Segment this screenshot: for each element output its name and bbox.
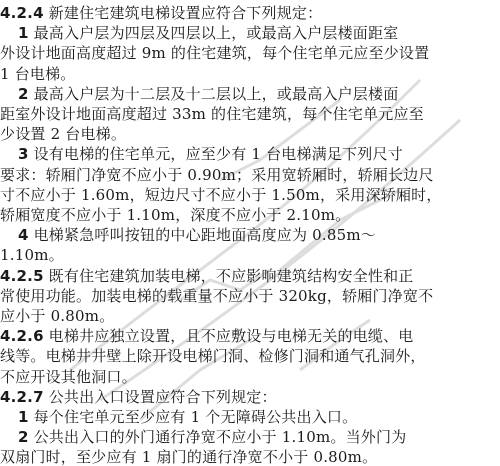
line-number: 4.2.4: [0, 4, 44, 22]
line-17: [0, 325, 414, 347]
line-text: 外设计地面高度超过 9m 的住宅建筑，每个住宅单元应至少设置: [0, 44, 430, 63]
line-text: 少设置 2 台电梯。: [0, 125, 127, 144]
line-text: 既有住宅建筑加装电梯，不应影响建筑结构安全性和正: [43, 266, 414, 285]
line-4: [0, 63, 76, 85]
line-text: 最高入户层为四层及四层以上，或最高入户层楼面距室: [28, 24, 399, 43]
line-text: 轿厢宽度不应小于 1.10m，深度不应小于 2.10m。: [0, 206, 351, 224]
line-text: 新建住宅建筑电梯设置应符合下列规定：: [43, 4, 323, 22]
line-text: 寸不应小于 1.60m，短边尺寸不应小于 1.50m，采用深轿厢时，: [0, 185, 442, 204]
line-12: [18, 224, 376, 246]
line-1: [0, 2, 322, 24]
line-text: 应小于 0.80m。: [0, 307, 115, 325]
line-text: 最高入户层为十二层及十二层以上，或最高入户层楼面: [28, 84, 399, 103]
line-13: [0, 244, 64, 266]
line-11: [0, 204, 350, 226]
line-2: [18, 22, 398, 44]
line-number: 3: [18, 145, 29, 164]
line-text: 要求：轿厢门净宽不应小于 0.90m；采用宽轿厢时，轿厢长边尺: [0, 165, 434, 184]
line-19: [0, 366, 137, 388]
line-6: [0, 103, 424, 125]
line-number: 4.2.6: [0, 327, 44, 346]
line-8: [18, 143, 403, 165]
line-15: [0, 285, 433, 307]
line-16: [0, 305, 114, 327]
line-23: [0, 446, 377, 466]
line-18: [0, 345, 426, 367]
line-number: 2: [18, 84, 29, 103]
line-number: 4.2.7: [0, 387, 44, 406]
line-9: [0, 164, 434, 186]
line-text: 公共出入口的外门通行净宽不应小于 1.10m。当外门为: [28, 428, 407, 447]
line-10: [0, 184, 442, 206]
line-number: 4: [18, 226, 29, 245]
line-number: 2: [18, 428, 29, 447]
line-text: 常使用功能。加装电梯的载重量不应小于 320kg，轿厢门净宽不: [0, 286, 434, 305]
line-20: [0, 386, 277, 408]
line-text: 不应开设其他洞口。: [0, 367, 137, 386]
line-text: 线等。电梯井井壁上除开设电梯门洞、检修门洞和通气孔洞外，: [0, 347, 426, 366]
line-number: 1: [18, 24, 29, 43]
line-21: [18, 406, 357, 428]
line-3: [0, 42, 429, 64]
line-7: [0, 123, 126, 145]
line-text: 公共出入口设置应符合下列规定：: [43, 387, 277, 406]
line-text: 电梯井应独立设置，且不应敷设与电梯无关的电缆、电: [43, 327, 414, 346]
line-text: 1.10m。: [0, 246, 64, 265]
line-text: 每个住宅单元至少应有 1 个无障碍公共出入口。: [28, 408, 358, 426]
line-22: [18, 426, 406, 448]
line-number: 4.2.5: [0, 266, 44, 285]
line-14: [0, 265, 414, 287]
line-text: 距室外设计地面高度超过 33m 的住宅建筑，每个住宅单元应至: [0, 105, 424, 123]
line-text: 1 台电梯。: [0, 64, 76, 83]
line-text: 双扇门时，至少应有 1 扇门的通行净宽不小于 0.80m。: [0, 448, 378, 466]
line-text: 电梯紧急呼叫按钮的中心距地面高度应为 0.85m～: [28, 226, 377, 245]
line-number: 1: [18, 408, 29, 426]
line-5: [18, 83, 398, 105]
line-text: 设有电梯的住宅单元，应至少有 1 台电梯满足下列尺寸: [28, 145, 403, 164]
